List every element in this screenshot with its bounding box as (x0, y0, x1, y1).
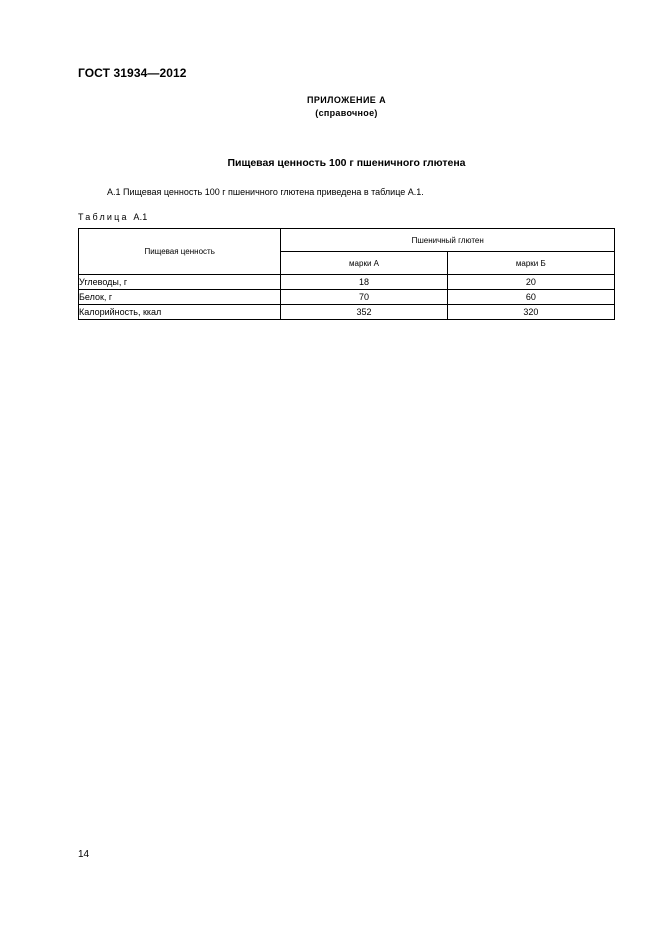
table-caption-number: А.1 (133, 212, 148, 222)
row-value-b: 60 (447, 290, 614, 305)
appendix-subtitle: (справочное) (315, 108, 378, 118)
appendix-title: ПРИЛОЖЕНИЕ А (306, 95, 387, 105)
table-caption (78, 212, 148, 222)
row-value-a: 352 (281, 305, 447, 320)
header-wheat-gluten: Пшеничный глютен (281, 229, 615, 252)
header-grade-b: марки Б (447, 252, 614, 275)
body-paragraph: А.1 Пищевая ценность 100 г пшеничного глютена приведена в таблице А.1. (107, 187, 424, 197)
row-label: Углеводы, г (79, 275, 281, 290)
row-value-b: 320 (447, 305, 614, 320)
row-label: Калорийность, ккал (79, 305, 281, 320)
nutrition-table (78, 228, 615, 320)
table-row (79, 275, 615, 290)
row-value-a: 70 (281, 290, 447, 305)
row-value-b: 20 (447, 275, 614, 290)
row-label: Белок, г (79, 290, 281, 305)
table-row (79, 290, 615, 305)
row-value-a: 18 (281, 275, 447, 290)
table-caption-word: Таблица (78, 212, 129, 222)
header-grade-a: марки А (281, 252, 447, 275)
header-nutritional-value: Пищевая ценность (79, 229, 281, 275)
section-title: Пищевая ценность 100 г пшеничного глютена (227, 157, 466, 169)
page-number: 14 (78, 849, 90, 860)
table-row (79, 305, 615, 320)
standard-code: ГОСТ 31934—2012 (78, 66, 187, 80)
